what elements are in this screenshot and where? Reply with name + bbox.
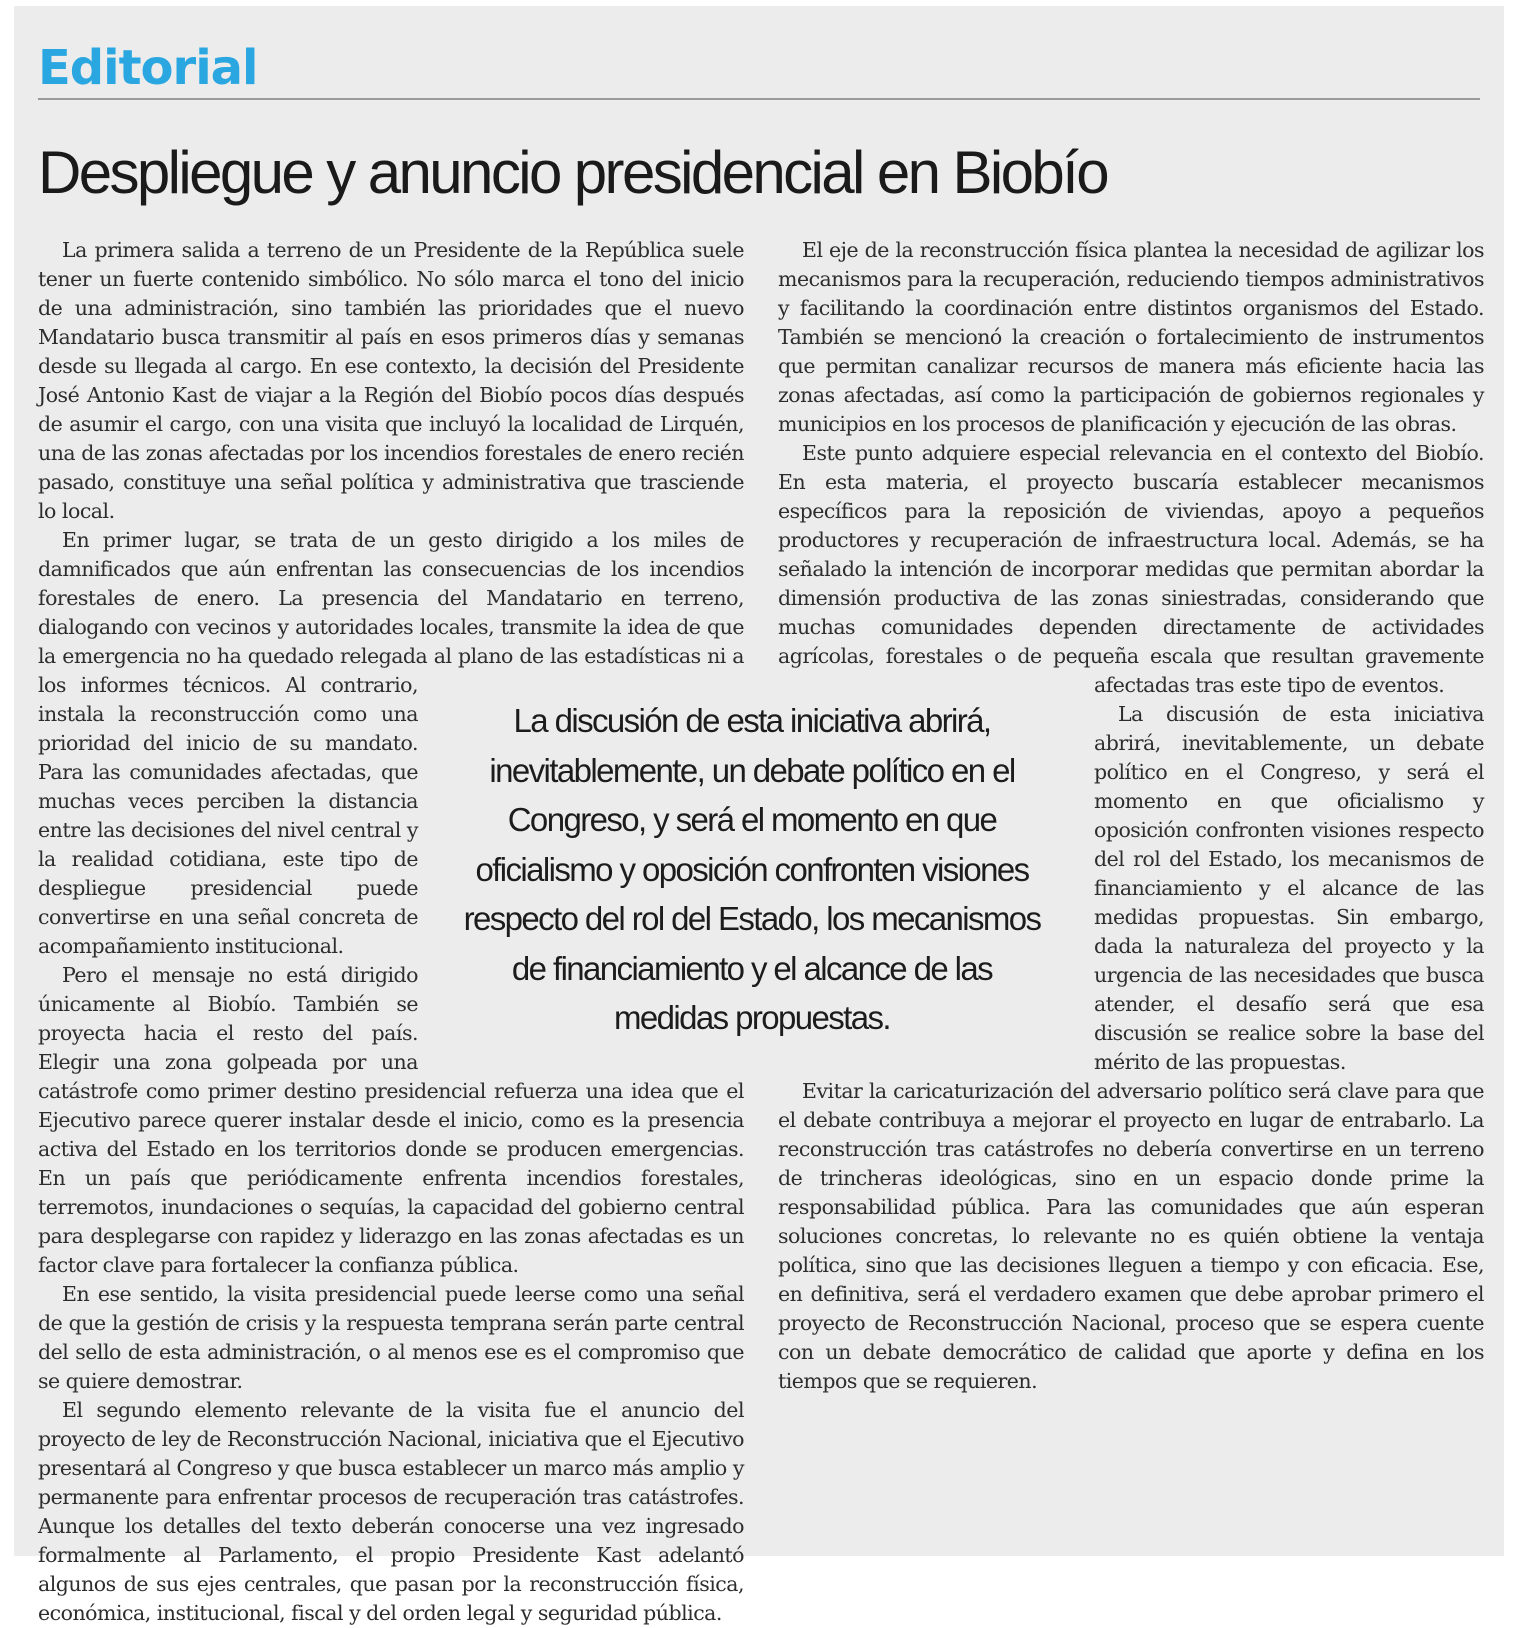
paragraph-1: La primera salida a terreno de un Presidente de la República suele tener un fuerte contenido simbólico. No sólo marca el tono del inicio de una administración, sino también las prioridades que el nuevo Mandatario busca transmitir al país en esos primeros días y semanas desde su llegada al cargo. En ese contexto, la decisión del Presidente José Antonio Kast de viajar a la Región del Biobío pocos días después de asumir el cargo, con una visita que incluyó la localidad de Lirquén, una de las zonas afectadas por los incendios forestales de enero recién pasado, constituye una señal política y administrativa que trasciende lo local. (38, 238, 744, 523)
paragraph-8: La discusión de esta iniciativa abrirá, inevitablemente, un debate político en el Congreso, y será el momento en que oficialismo y oposición confronten visiones respecto del rol del Estado, los mecanismos de financiamiento y el alcance de las medidas propuestas. Sin embargo, dada la naturaleza del proyecto y la urgencia de las necesidades que busca atender, el desafío será que esa discusión se realice sobre la base del mérito de las propuestas. (1094, 702, 1484, 1074)
paragraph-5-start: El segundo elemento relevante de la visita fue el anuncio del proyecto de ley de Reconstrucción Nacional, iniciativa que el Ejecutivo presentará al Congreso y que busca establecer un marco más amplio y permanente para enfrentar procesos de recuperación tras catástrofes. Aunque los detalles del texto deberán conocerse una vez ingresado formalmente al Parlamento, el propio Presidente Kast adelantó algunos de sus ejes centrales, que pasan por la reconstrucción física, económica, institucional, fiscal y del orden legal y seguridad pública. (38, 1398, 744, 1625)
paragraph-7: Este punto adquiere especial relevancia en el contexto del Biobío. En esta materia, el proyecto buscaría establecer mecanismos específicos para la reposición de viviendas, apoyo a pequeños productores y recuperación de infraestructura local. Además, se ha señalado la intención de incorporar medidas que permitan abordar la dimensión productiva de las zonas siniestradas, considerando que muchas comunidades dependen directamente de actividades agrícolas, forestales o de pequeña escala que resultan gravemente afectadas tras este tipo de eventos. (778, 441, 1484, 697)
paragraph-9: Evitar la caricaturización del adversario político será clave para que el debate contribuya a mejorar el proyecto en lugar de entrabarlo. La reconstrucción tras catástrofes no debería convertirse en un terreno de trincheras ideológicas, sino en un espacio donde prime la responsabilidad pública. Para las comunidades que aún esperan soluciones concretas, lo relevante no es quién obtiene la ventaja política, sino que las decisiones lleguen a tiempo y con eficacia. Ese, en definitiva, será el verdadero examen que debe aprobar primero el proyecto de Reconstrucción Nacional, proceso que se espera cuente con un debate democrático de calidad que aporte y defina en los tiempos que se requieren. (778, 1079, 1484, 1393)
section-divider (38, 98, 1480, 100)
pullquote: La discusión de esta iniciativa abrirá, inevitablemente, un debate político en el Congreso, y será el momento en que oficialismo y oposición confronten visiones respecto del rol del Estado, los mecanismos de financiamiento y el alcance de las medidas propuestas. (463, 702, 1041, 1036)
paragraph-2: En primer lugar, se trata de un gesto dirigido a los miles de damnificados que aún enfrentan las consecuencias de los incendios forestales de enero. La presencia del Mandatario en terreno, dialogando con vecinos y autoridades locales, transmite la idea de que la emergencia no ha quedado relegada al plano de las estadísticas ni a los informes técnicos. Al contrario, instala la reconstrucción como una prioridad del inicio de su mandato. Para las comunidades afectadas, que muchas veces perciben la distancia entre las decisiones del nivel central y la realidad cotidiana, este tipo de despliegue presidencial puede convertirse en una señal concreta de acompañamiento institucional. (38, 528, 744, 958)
paragraph-4: En ese sentido, la visita presidencial puede leerse como una señal de que la gestión de crisis y la respuesta temprana serán parte central del sello de esta administración, o al menos ese es el compromiso que se quiere demostrar. (38, 1282, 744, 1393)
section-label: Editorial (38, 40, 258, 96)
paragraph-6: El eje de la reconstrucción física plantea la necesidad de agilizar los mecanismos para la recuperación, reduciendo tiempos administrativos y facilitando la coordinación entre distintos organismos del Estado. También se mencionó la creación o fortalecimiento de instrumentos que permitan canalizar recursos de manera más eficiente hacia las zonas afectadas, así como la participación de gobiernos regionales y municipios en los procesos de planificación y ejecución de las obras. (778, 238, 1484, 436)
editorial-page (14, 6, 1504, 1625)
headline: Despliegue y anuncio presidencial en Biobío (38, 139, 1107, 206)
paragraph-3: Pero el mensaje no está dirigido únicamente al Biobío. También se proyecta hacia el resto del país. Elegir una zona golpeada por una catástrofe como primer destino presidencial refuerza una idea que el Ejecutivo parece querer instalar desde el inicio, como es la presencia activa del Estado en los territorios donde se producen emergencias. En un país que periódicamente enfrenta incendios forestales, terremotos, inundaciones o sequías, la capacidad del gobierno central para desplegarse con rapidez y liderazgo en las zonas afectadas es un factor clave para fortalecer la confianza pública. (38, 963, 744, 1277)
